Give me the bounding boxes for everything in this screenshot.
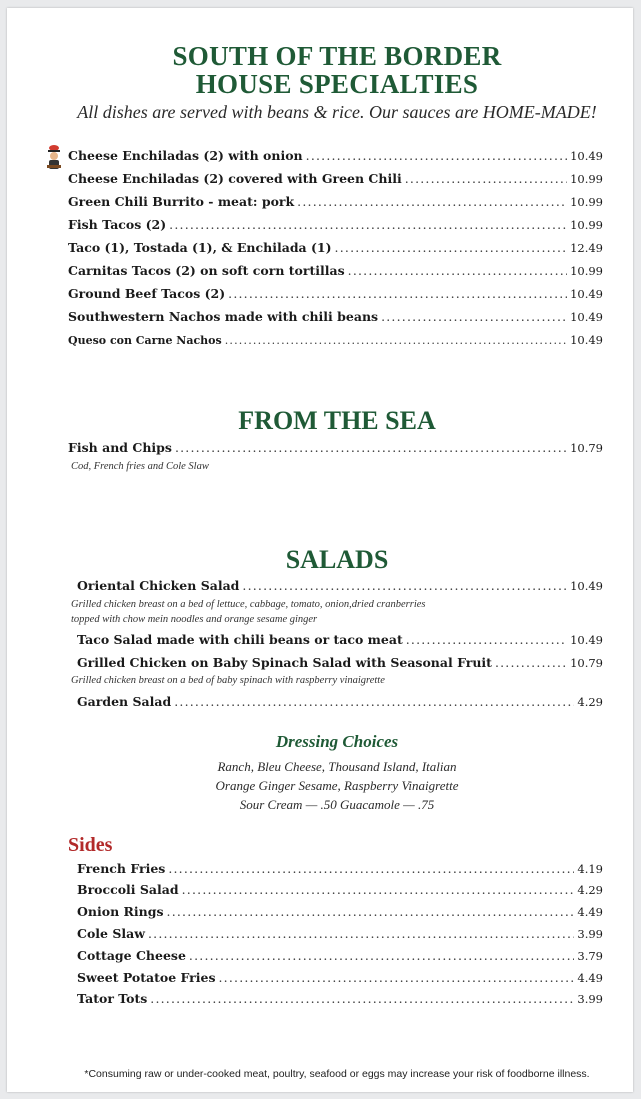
menu-item	[77, 904, 603, 924]
item-description: topped with chow mein noodles and orange sesame ginger	[71, 614, 318, 625]
section-title-sides: Sides	[68, 834, 113, 856]
dressing-title: Dressing Choices	[275, 732, 399, 751]
item-description: Cod, French fries and Cole Slaw	[71, 461, 209, 472]
item-description: Grilled chicken breast on a bed of baby spinach with raspberry vinaigrette	[71, 675, 385, 686]
item-price: 12.49	[570, 241, 603, 255]
dressing-line: Ranch, Bleu Cheese, Thousand Island, Italian	[217, 759, 457, 774]
menu-item	[68, 309, 603, 329]
menu-item	[68, 194, 603, 214]
item-price: 4.29	[577, 883, 603, 897]
item-name: Grilled Chicken on Baby Spinach Salad with Seasonal Fruit	[77, 655, 492, 670]
leader-dots	[297, 194, 567, 209]
leader-dots	[167, 904, 575, 919]
leader-dots	[182, 882, 575, 897]
leader-dots	[174, 694, 574, 709]
item-price: 4.29	[577, 695, 603, 709]
dressing-line: Orange Ginger Sesame, Raspberry Vinaigrette	[215, 778, 459, 793]
item-name: Green Chili Burrito - meat: pork	[68, 194, 295, 209]
menu-item	[68, 333, 603, 353]
menu-page	[7, 8, 633, 1092]
leader-dots	[405, 171, 567, 186]
item-price: 4.49	[577, 971, 603, 985]
menu-item	[77, 578, 603, 598]
menu-subtitle: All dishes are served with beans & rice. Our sauces are HOME-MADE!	[77, 102, 597, 122]
leader-dots	[168, 861, 574, 876]
leader-dots	[169, 217, 567, 232]
item-name: Cole Slaw	[77, 926, 145, 941]
leader-dots	[495, 655, 567, 670]
leader-dots	[406, 632, 567, 647]
item-price: 10.99	[570, 218, 603, 232]
dressing-extras: Sour Cream — .50 Guacamole — .75	[239, 797, 435, 812]
leader-dots	[150, 991, 574, 1006]
leader-dots	[348, 263, 567, 278]
leader-dots	[189, 948, 574, 963]
menu-item	[68, 263, 603, 283]
leader-dots	[306, 148, 567, 163]
item-name: Ground Beef Tacos (2)	[68, 286, 226, 301]
leader-dots	[335, 240, 568, 255]
leader-dots	[219, 970, 575, 985]
item-name: Cheese Enchiladas (2) with onion	[68, 148, 303, 163]
menu-item	[68, 171, 603, 191]
page-title-line2: HOUSE SPECIALTIES	[195, 69, 479, 99]
menu-item	[68, 148, 603, 168]
menu-item	[77, 970, 603, 990]
leader-dots	[225, 334, 567, 347]
section-title-salads: SALADS	[285, 545, 389, 574]
menu-item	[77, 991, 603, 1011]
item-name: Cheese Enchiladas (2) covered with Green Chili	[68, 171, 402, 186]
item-price: 10.79	[570, 656, 603, 670]
item-name: Fish and Chips	[68, 440, 172, 455]
item-price: 10.49	[570, 633, 603, 647]
section-title-sea: FROM THE SEA	[238, 406, 436, 435]
menu-item	[68, 286, 603, 306]
item-name: French Fries	[77, 861, 166, 876]
menu-item	[77, 948, 603, 968]
menu-item	[68, 440, 603, 460]
page-title-line1: SOUTH OF THE BORDER	[172, 41, 502, 71]
leader-dots	[381, 309, 567, 324]
menu-item	[77, 861, 603, 881]
item-price: 10.79	[570, 441, 603, 455]
leader-dots	[228, 286, 567, 301]
item-name: Sweet Potatoe Fries	[77, 970, 216, 985]
item-price: 10.49	[570, 333, 603, 347]
menu-item	[68, 217, 603, 237]
menu-item	[68, 240, 603, 260]
item-price: 10.49	[570, 287, 603, 301]
item-price: 4.19	[577, 862, 603, 876]
leader-dots	[148, 926, 574, 941]
item-price: 4.49	[577, 905, 603, 919]
item-description: Grilled chicken breast on a bed of lettuce, cabbage, tomato, onion,dried cranberries	[71, 599, 426, 610]
item-name: Taco (1), Tostada (1), & Enchilada (1)	[68, 240, 332, 255]
menu-item	[77, 632, 603, 652]
item-price: 3.79	[577, 949, 603, 963]
item-price: 10.99	[570, 264, 603, 278]
menu-item	[77, 882, 603, 902]
item-price: 10.99	[570, 195, 603, 209]
item-name: Carnitas Tacos (2) on soft corn tortillas	[68, 263, 345, 278]
item-price: 10.49	[570, 579, 603, 593]
item-name: Oriental Chicken Salad	[77, 578, 240, 593]
menu-item	[77, 926, 603, 946]
item-price: 10.99	[570, 172, 603, 186]
item-price: 3.99	[577, 992, 603, 1006]
item-name: Cottage Cheese	[77, 948, 186, 963]
item-name: Garden Salad	[77, 694, 172, 709]
item-name: Southwestern Nachos made with chili beans	[68, 309, 379, 324]
item-price: 10.49	[570, 149, 603, 163]
menu-item	[77, 655, 603, 675]
item-name: Tator Tots	[77, 991, 148, 1006]
chef-mascot-icon	[44, 143, 64, 175]
item-name: Onion Rings	[77, 904, 164, 919]
item-price: 10.49	[570, 310, 603, 324]
leader-dots	[242, 578, 567, 593]
leader-dots	[175, 440, 567, 455]
food-safety-footnote: *Consuming raw or under-cooked meat, poultry, seafood or eggs may increase your risk of foodborne illness.	[84, 1068, 590, 1080]
item-name: Queso con Carne Nachos	[68, 334, 222, 347]
item-name: Taco Salad made with chili beans or taco meat	[77, 632, 403, 647]
item-price: 3.99	[577, 927, 603, 941]
menu-item	[77, 694, 603, 714]
item-name: Broccoli Salad	[77, 882, 179, 897]
item-name: Fish Tacos (2)	[68, 217, 167, 232]
